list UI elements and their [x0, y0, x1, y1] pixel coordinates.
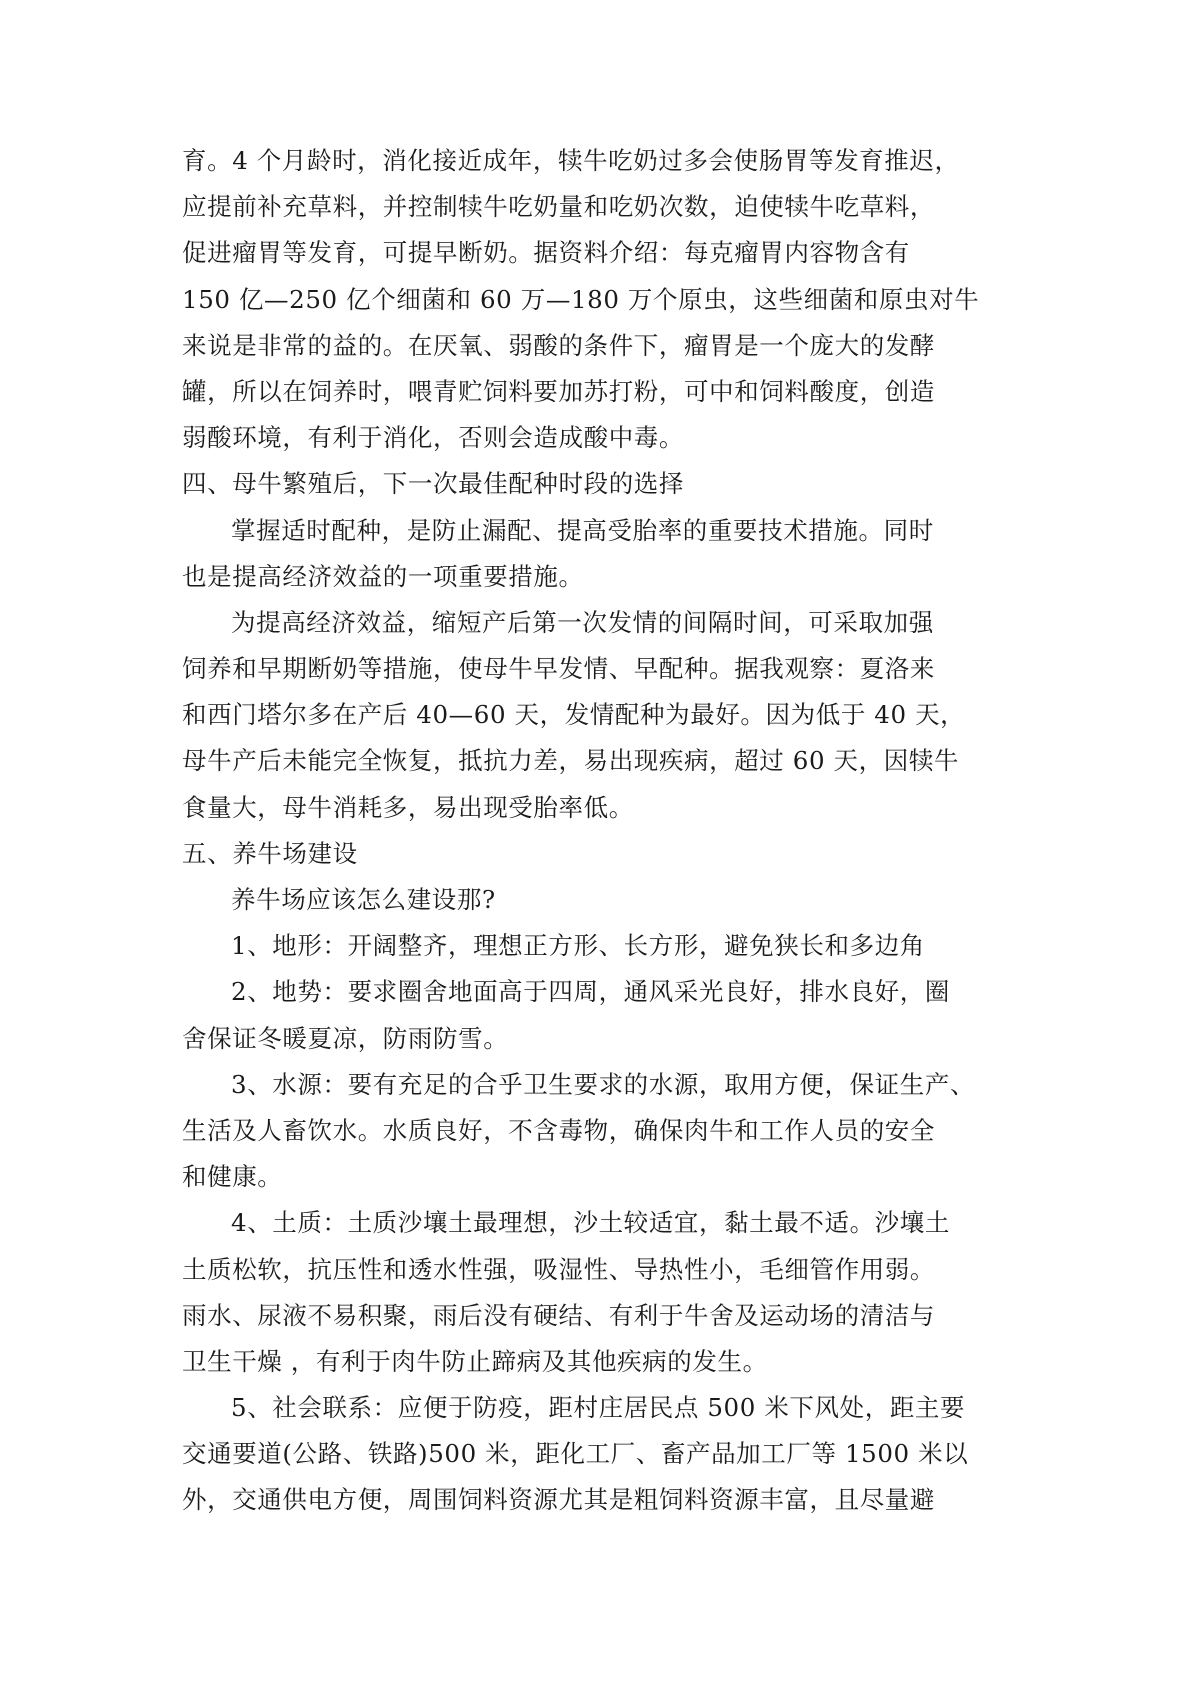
- list-item: 3、水源：要有充足的合乎卫生要求的水源，取用方便，保证生产、: [231, 1069, 976, 1099]
- section-heading: 五、养牛场建设: [182, 838, 358, 868]
- text-line: 母牛产后未能完全恢复，抵抗力差，易出现疾病，超过 60 天，因犊牛: [182, 746, 960, 776]
- text-line: 为提高经济效益，缩短产后第一次发情的间隔时间，可采取加强: [231, 607, 934, 637]
- text-line: 掌握适时配种，是防止漏配、提高受胎率的重要技术措施。同时: [231, 515, 934, 545]
- text-line: 也是提高经济效益的一项重要措施。: [182, 561, 584, 591]
- text-line: 土质松软，抗压性和透水性强，吸湿性、导热性小，毛细管作用弱。: [182, 1254, 935, 1284]
- text-line: 来说是非常的益的。在厌氧、弱酸的条件下，瘤胃是一个庞大的发酵: [182, 330, 935, 360]
- text-line: 和健康。: [182, 1162, 283, 1192]
- text-line: 生活及人畜饮水。水质良好，不含毒物，确保肉牛和工作人员的安全: [182, 1115, 935, 1145]
- text-line: 育。4 个月龄时，消化接近成年，犊牛吃奶过多会使肠胃等发育推迟，: [182, 146, 960, 175]
- text-line: 150 亿—250 亿个细菌和 60 万—180 万个原虫，这些细菌和原虫对牛: [182, 284, 980, 314]
- text-line: 和西门塔尔多在产后 40—60 天，发情配种为最好。因为低于 40 天，: [182, 700, 966, 730]
- text-line: 罐，所以在饲养时，喂青贮饲料要加苏打粉，可中和饲料酸度，创造: [182, 376, 935, 406]
- text-line: 饲养和早期断奶等措施，使母牛早发情、早配种。据我观察：夏洛来: [182, 654, 935, 684]
- list-item: 5、社会联系：应便于防疫，距村庄居民点 500 米下风处，距主要: [231, 1393, 966, 1423]
- text-line: 交通要道(公路、铁路)500 米，距化工厂、畜产品加工厂等 1500 米以: [182, 1439, 969, 1469]
- text-line: 舍保证冬暖夏凉，防雨防雪。: [182, 1023, 509, 1053]
- text-line: 促进瘤胃等发育，可提早断奶。据资料介绍：每克瘤胃内容物含有: [182, 238, 910, 268]
- list-item: 2、地势：要求圈舍地面高于四周，通风采光良好，排水良好，圈: [231, 977, 950, 1007]
- text-line: 外，交通供电方便，周围饲料资源尤其是粗饲料资源丰富，且尽量避: [182, 1485, 935, 1515]
- text-line: 弱酸环境，有利于消化，否则会造成酸中毒。: [182, 423, 684, 453]
- text-line: 卫生干燥 ，有利于肉牛防止蹄病及其他疾病的发生。: [182, 1346, 768, 1376]
- document-page: [182, 138, 1014, 1524]
- text-line: 雨水、尿液不易积聚，雨后没有硬结、有利于牛舍及运动场的清洁与: [182, 1300, 935, 1330]
- text-line: 应提前补充草料，并控制犊牛吃奶量和吃奶次数，迫使犊牛吃草料，: [182, 192, 935, 222]
- list-item: 4、土质：土质沙壤土最理想，沙土较适宜，黏土最不适。沙壤土: [231, 1208, 950, 1238]
- section-heading: 四、母牛繁殖后，下一次最佳配种时段的选择: [182, 469, 684, 499]
- text-line: 养牛场应该怎么建设那?: [231, 885, 496, 914]
- list-item: 1、地形：开阔整齐，理想正方形、长方形，避免狭长和多边角: [231, 931, 925, 961]
- text-line: 食量大，母牛消耗多，易出现受胎率低。: [182, 792, 634, 822]
